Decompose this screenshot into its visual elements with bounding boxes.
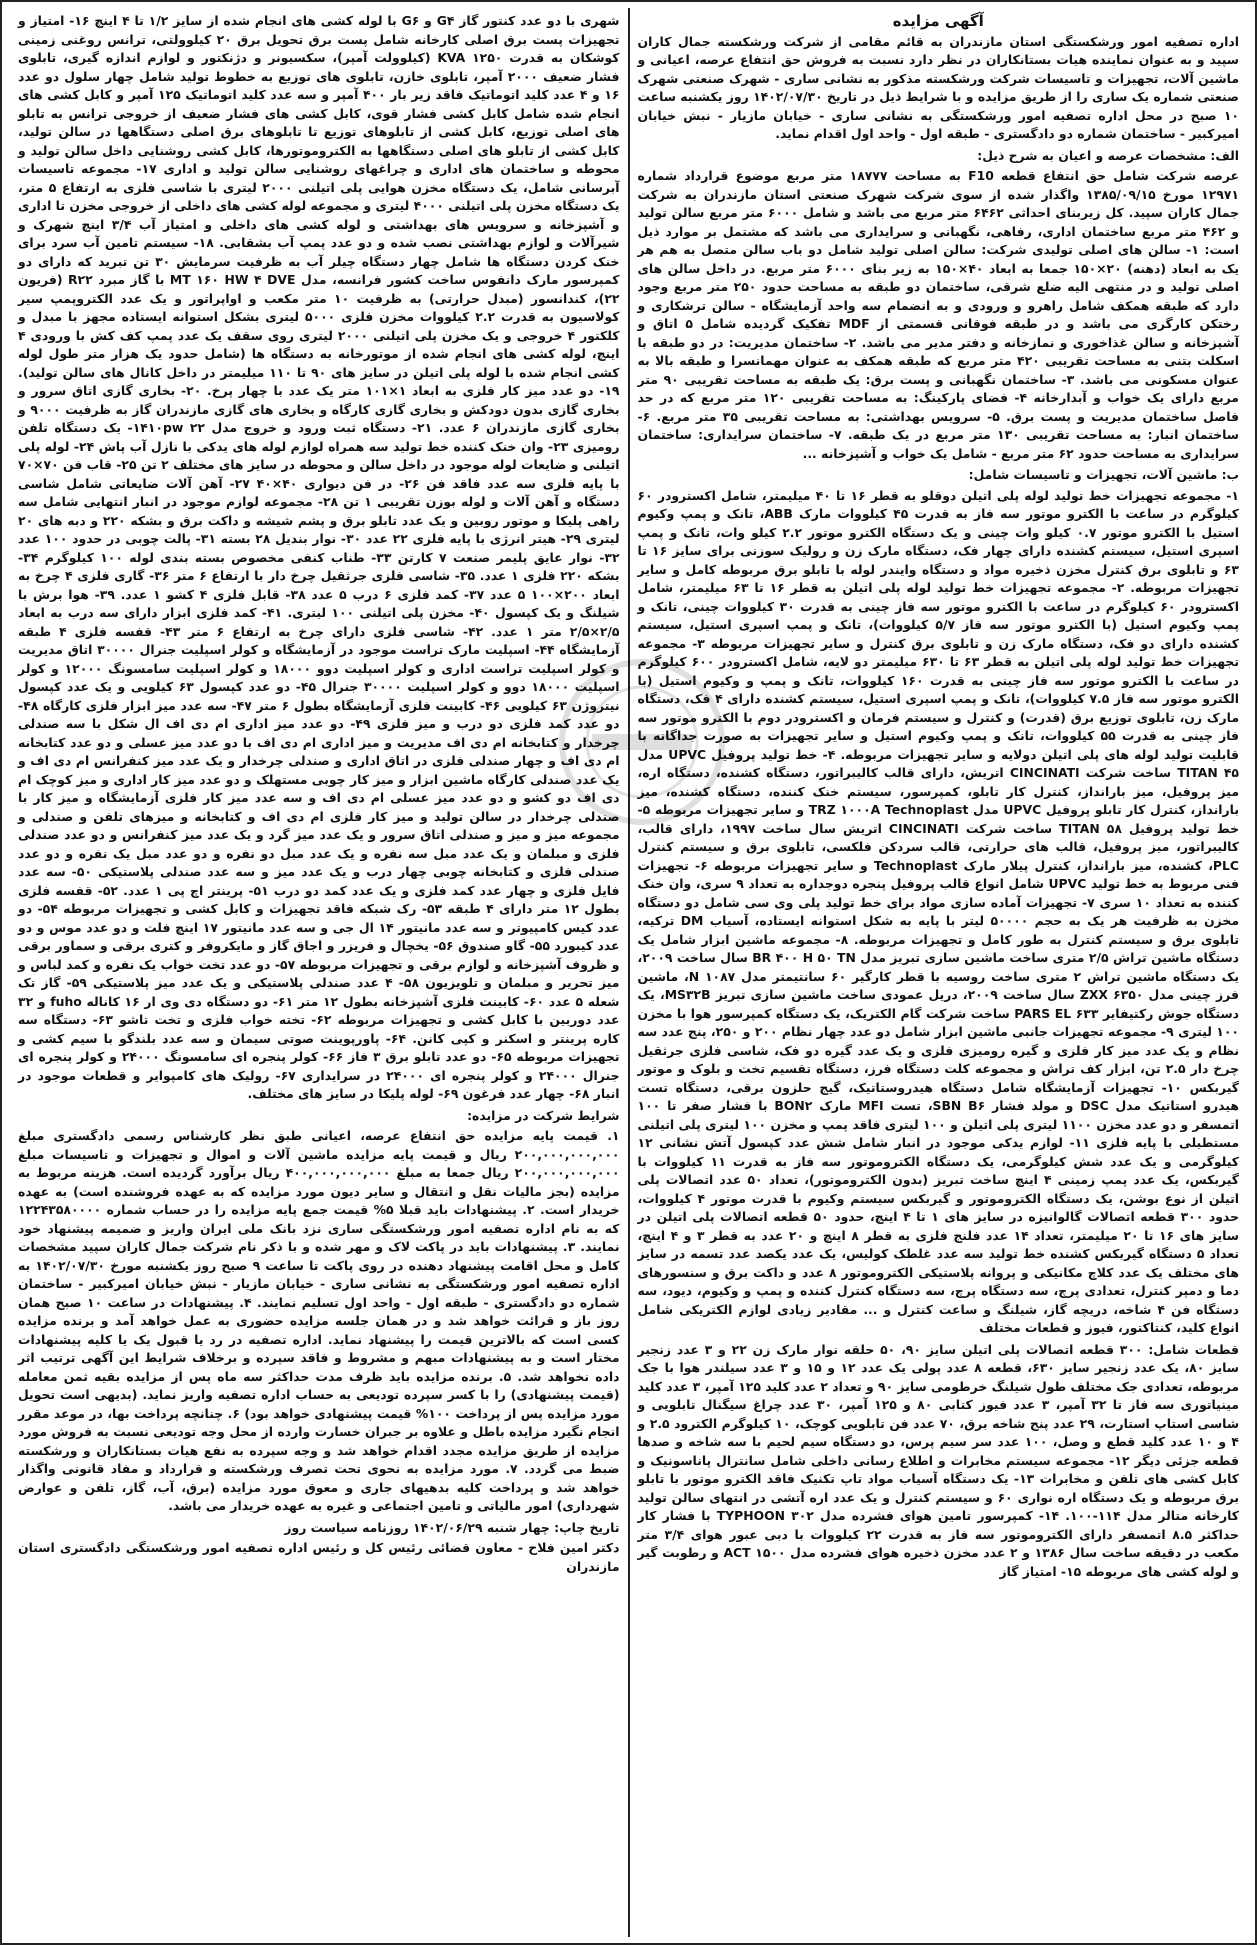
section-a-title: الف: مشخصات عرصه و اعیان به شرح ذیل: (977, 147, 1239, 163)
section-b-text-cont: قطعات شامل: ۳۰۰ قطعه اتصالات پلی اتیلن سایز ۹۰، ۵۰ حلقه نوار مارک زن ۲۲ و ۳ عدد زنجیر سایز ۸۰، یک عدد زنجیر سایز ۶۳۰، قطعه ۸ عدد پولی یک عدد ۱۲ و ۱۵ و ۳ عدد سیلندر هوا با جک مربوطه، تعدادی جک مختلف طول شیلنگ خرطومی سایز ۹۰ و تعداد ۲ عدد کلید ۱۲۵ آمپر، ۳ عدد کلید مینیاتوری سه فاز تا ۳۲ آمپر، ۳ عدد فیوز کتابی ۸۰ و ۱۲۵ آمپر، ۳۰ عدد چراغ سیگنال تابلویی و شاسی استاپ استارت، ۲۹ عدد پنج شاخه برق، ۷۰ عدد فن تابلویی کوچک، ۱۰ کیلوگرم الکترود ۲.۵ و ۴ و ۱۰ عدد کلید قطع و وصل، ۱۰۰ عدد سر سیم پرس، دو دستگاه سیم لحیم با سه شاخه و صدها قطعه جزئی دیگر ۱۲- مجموعه سیستم مخابرات و اطلاع رسانی داخلی شامل سانترال پاناسونیک و کابل کشی های تلفن و مخابرات ۱۳- یک دستگاه آسیاب مواد تاپ تکنیک فاقد الکترو موتور با تابلو برق مربوطه و یک دستگاه اره نواری ۶۰ و سیستم کنترل و یک عدد اره آتشی در انتهای سالن تولید کارخانه متالر مدل ۱۱۴-۱۰۰. ۱۴- کمپرسور تامین هوای فشرده مدل ۳۰۲ TYPHOON با فشار کار حداکثر ۸.۵ اتمسفر دارای الکتروموتور سه فاز به قدرت ۲۲ کیلووات با دبی عبور هوای ۳/۴ متر مکعب در دقیقه ساخت سال ۱۳۸۶ و ۲ عدد مخزن ذخیره هوای فشرده مدل ۱۵۰۰ ACT و رطوبت گیر و لوله کشی های مربوطه ۱۵- امتیاز گاز (637, 1341, 1240, 1579)
signature: دکتر امین فلاح - معاون قضائی رئیس کل و رئیس اداره تصفیه امور ورشکستگی دادگستری استان مازندران (18, 1540, 620, 1574)
left-column (10, 8, 628, 1937)
section-a-text: عرصه شرکت شامل حق انتفاع قطعه F10 به مساحت ۱۸۷۷۷ متر مربع موضوع قرارداد شماره ۱۲۹۷۱ مورخ ۱۳۸۵/۰۹/۱۵ واگذار شده از سوی شرکت شهرک صنعتی استان مازندران به شرکت جمال کاران سپید. کل زیربنای احداثی ۶۴۶۲ متر مربع می باشد و شامل ۶۰۰۰ متر مربع سالن تولید و ۴۶۲ متر مربع ساختمان اداری، رفاهی، نگهبانی و سرایداری می باشد که مشتمل بر موارد ذیل است: ۱- سالن های اصلی تولیدی شرکت: سالن اصلی تولید شامل دو باب سالن متصل به هم هر یک به ابعاد (دهنه) ۲۰×۱۵۰ جمعا به ابعاد ۴۰×۱۵۰ به زیر بنای ۶۰۰۰ متر مربع. در داخل سالن های اصلی تولید و در منتهی الیه ضلع شرقی، ساختمان دو طبقه به مساحت حدود ۲۵۰ متر مربع وجود دارد که طبقه همکف شامل راهرو و ورودی و به انضمام سه واحد آزمایشگاه - سالن ترشکاری و رختکن کارگری می باشد و در طبقه فوقانی قسمتی از MDF تفکیک گردیده شامل ۵ اتاق و آشپزخانه و سالن غذاخوری و نمازخانه و دفتر مدیر می باشد. ۲- ساختمان مدیریت: در دو طبقه با اسکلت بتنی به مساحت تقریبی ۴۲۰ متر مربع که طبقه همکف به عنوان مهمانسرا و طبقه بالا به عنوان مسکونی می باشد. ۳- ساختمان نگهبانی و پست برق: یک طبقه به مساحت تقریبی ۹۰ متر مربع دارای یک خواب و آبدارخانه ۴- فضای پارکینگ: به مساحت تقریبی ۱۲۰ متر مربع که در حد فاصل ساختمان مدیریت و پست برق. ۵- سرویس بهداشتی: به مساحت تقریبی ۳۵ متر مربع. ۶- ساختمان انبار: به مساحت تقریبی ۱۳۰ متر مربع در یک طبقه. ۷- ساختمان سرایداری: ساختمان سرایداری به مساحت حدود ۶۲ متر مربع - شامل یک خواب و آشپزخانه ... (637, 168, 1240, 461)
print-date: تاریخ چاپ: چهار شنبه ۱۴۰۲/۰۶/۲۹ روزنامه سیاست روز (284, 1519, 620, 1535)
columns (10, 8, 1247, 1937)
left-column-text: شهری با دو عدد کنتور گاز G۴ و G۶ با لوله کشی های انجام شده از سایز ۱/۲ تا ۴ اینچ ۱۶- امتیاز و تجهیزات پست برق اصلی کارخانه شامل پست برق تحویل برق ۲۰ کیلوولتی، ترانس روغنی زمینی کوشکان به قدرت ۱۲۵۰ KVA (کیلوولت آمپر)، سکسیونر و دژنکتور و لوازم اندازه گیری، تابلوی فشار ضعیف ۲۰۰۰ آمپر، تابلوی خازن، تابلوی های توزیع به خطوط تولید شامل چهار سلول دو عدد ۱۶ و ۴ عدد کلید اتوماتیک فاقد زیر بار ۴۰۰ آمپر و سه عدد کلید اتوماتیک ۱۲۵ آمپر و کابل کشی های انجام شده شامل کابل کشی فشار قوی، کابل کشی های فشار ضعیف از خروجی ترانس به تابلو های اصلی توزیع، کابل کشی از تابلوهای توزیع تا تابلوهای برق اصلی دستگاهها در سالن تولید، کابل کشی از تابلو های اصلی دستگاهها به الکتروموتورها، کابل کشی روشنایی داخل سالن تولید و محوطه و ساختمان های اداری و چراغهای روشنایی سالن تولید و اداری ۱۷- مجموعه تاسیسات آبرسانی شامل، یک دستگاه مخزن هوایی پلی اتیلنی ۲۰۰۰ لیتری با شاسی فلزی به ارتفاع ۵ متر، یک دستگاه مخزن پلی اتیلنی ۴۰۰۰ لیتری و مجموعه لوله کشی های داخلی از خروجی مخزن تا اداری و آشپزخانه و سرویس های بهداشتی و لوله کشی های داخلی و امتیاز آب ۳/۴ اینچ شهرک و شیرآلات و لوازم بهداشتی نصب شده و دو عدد پمپ آب بشقابی. ۱۸- سیستم تامین آب سرد برای خنک کردن دستگاه ها شامل چهار دستگاه چیلر آب به ظرفیت سرمایش ۳۰ تن تبرید که دارای دو کمپرسور مارک دانفوس ساخت کشور فرانسه، مدل MT ۱۶۰ HW ۴ DVE با گاز مبرد R۲۲ (فریون ۲۲)، کندانسور (مبدل حرارتی) به ظرفیت ۱۰ متر مکعب و اواپراتور و یک عدد الکتروپمپ سیر کولاسیون به قدرت ۲.۲ کیلووات مخزن فلزی ۵۰۰۰ لیتری بشکل استوانه ایستاده مجهز با مبدل و کلکتور ۴ خروجی و یک مخزن پلی اتیلنی ۲۰۰۰ لیتری روی سقف یک عدد پمپ کف کش با ورودی ۴ اینچ، لوله کشی های انجام شده از موتورخانه به دستگاه ها (شامل حدود یک هزار متر طول لوله کشی انجام شده با لوله پلی اتیلن در سایز های ۹۰ تا ۱۱۰ میلیمتر در داخل کانال های سالن تولید). ۱۹- دو عدد میز کار فلزی به ابعاد ۱×۱۰۱ متر یک عدد با چهار پرخ. ۲۰- بخاری گازی اتاق سرور و بخاری گازی بدون دودکش و بخاری گازی کارگاه و بخاری های گازی مازندران گاز به ظرفیت ۹۰۰۰ و بخاری گازی مازندران ۶ عدد. ۲۱- دستگاه ثبت ورود و خروج مدل ۱۴۱۰pw ۲۲- یک دستگاه تلفن رومیزی ۲۳- وان خنک کننده خط تولید سه همراه لوازم لوله های یدکی با نازل آب پاش ۲۴- لوله پلی اتیلنی و ضایعات لوله موجود در داخل سالن و محوطه در سایز های مختلف ۲ تن ۲۵- قاب فن ۷۰×۷۰ با پایه فلزی سه عدد فاقد فن ۲۶- در فن دیواری ۴۰×۴۰ ۲۷- آهن آلات ضایعاتی شامل شاسی دستگاه و آهن آلات و لوله بوزن تقریبی ۱ تن ۲۸- مجموعه لوازم موجود در انبار انتهایی شامل سه راهی پلیکا و موتور روبین و یک عدد تابلو برق و پشم شیشه و داکت برق و بشکه ۲۲۰ و دبه های ۲۰ لیتری ۲۹- هیتر انرژی با پایه فلزی ۲۲ عدد ۳۰- نوار بندیل ۲۸ بسته ۳۱- پالت چوبی در حدود ۱۰۰ عدد ۳۲- نوار عایق پلیمر صنعت ۷ کارتن ۳۳- طناب کنفی مخصوص بسته بندی لوله ۱۰۰ کیلوگرم ۳۴- بشکه ۲۲۰ فلزی ۱ عدد. ۳۵- شاسی فلزی جرثقیل چرخ دار با ارتفاع ۶ متر ۳۶- گاری فلزی ۴ چرخ به ابعاد ۲۰۰×۱۰۰ ۵ عدد ۳۷- کمد فلزی ۶ درب ۵ عدد ۳۸- قابل فلزی ۴ کشو ۱ عدد. ۳۹- هوا برش با شیلنگ و یک کپسول ۴۰- مخزن پلی اتیلنی ۱۰۰ لیتری. ۴۱- کمد فلزی ابزار دارای سه درب به ابعاد ۲/۵×۲/۵ متر ۱ عدد. ۴۲- شاسی فلزی دارای چرخ به ارتفاع ۶ متر ۴۳- قفسه فلزی ۴ طبقه آزمایشگاه ۴۴- اسپلیت مارک تراست موجود در آزمایشگاه و کولر اسپلیت جنرال ۳۰۰۰۰ اتاق مدیریت و کولر اسپلیت تراست اداری و کولر اسپلیت دوو ۱۸۰۰۰ و کولر اسپلیت سامسونگ ۱۲۰۰۰ و کولر اسپلیت ۱۸۰۰۰ دوو و کولر اسپلیت ۳۰۰۰۰ جنرال ۴۵- دو عدد کپسول ۶۳ کیلویی و یک عدد کپسول نیتروژن ۶۳ کیلویی ۴۶- کابینت فلزی آزمایشگاه بطول ۶ متر ۴۷- سه عدد میز ابزار فلزی کارگاه ۴۸- دو عدد کمد فلزی دو درب و میز فلزی ۴۹- دو عدد میز اداری ام دی اف ال شکل با سه صندلی چرخدار و کتابخانه ام دی اف مدیریت و میز اداری ام دی اف با دو عدد میز عسلی و دو عدد کتابخانه ام دی اف و چهار صندلی فلزی در اتاق اداری و صندلی چرخدار و یک عدد میز کنفرانس ام دی اف و یک عدد صندلی کارگاه ماشین ابزار و میز کار چوبی مستهلک و دو عدد میز کار اداری و میز کوچک ام دی اف دو کشو و دو عدد میز عسلی ام دی اف و سه عدد میز کار فلزی آزمایشگاه و میز کار با صندلی چرخدار در سالن تولید و میز کار فلزی ام دی اف و کتابخانه و میزهای تلفن و صندلی و مجموعه میز و میز و صندلی اتاق سرور و یک عدد میز گرد و یک عدد میز کنفرانس و دو عدد صندلی فلزی و مبلمان و یک عدد مبل سه نفره و یک عدد مبل دو نفره و دو عدد مبل یک نفره و دو عدد صندلی فلزی و کتابخانه چوبی چهار درب و یک عدد میز و سه عدد صندلی پلاستیکی ۵۰- سه عدد فایل فلزی و چهار عدد کمد فلزی و یک عدد کمد دو درب ۵۱- پرینتر اچ پی ۱ عدد. ۵۲- قفسه فلزی بطول ۱۲ متر دارای ۴ طبقه ۵۳- رک شبکه فاقد تجهیزات و کابل کشی و تجهیزات مربوطه ۵۴- دو عدد کیس کامپیوتر و سه عدد مانیتور ۱۴ ال جی و سه عدد مانیتور ۱۷ اینچ فلت و دو عدد موس و دو عدد کیبورد ۵۵- گاو صندوق ۵۶- یخچال و فریزر و اجاق گاز و مایکروفر و کتری برقی و سماور برقی و ظروف آشپزخانه و لوازم برقی و تجهیزات مربوطه ۵۷- دو عدد تخت خواب یک نفره و کمد لباس و میز تحریر و مبلمان و تلویزیون ۵۸- ۴ عدد صندلی پلاستیکی و یک عدد میز پلاستیکی ۵۹- گاز تک شعله ۵ عدد ۶۰- کابینت فلزی آشپزخانه بطول ۱۲ متر ۶۱- دو دستگاه دی وی ار ۱۶ کاناله fuho و ۳۲ عدد دوربین با کابل کشی و تجهیزات مربوطه ۶۲- تخته خواب فلزی و تخت تاشو ۶۳- دستگاه سه کاره پرینتر و اسکنر و کپی کانن. ۶۴- پاورپوینت صوتی سیمان و سه عدد بلندگو با سیم کشی و تجهیزات مربوطه ۶۵- دو عدد تابلو برق ۳ فاز ۶۶- کولر پنجره ای سامسونگ ۲۴۰۰۰ و کولر پنجره ای جنرال ۲۴۰۰۰ و کولر پنجره ای ۲۴۰۰۰ در سرایداری ۶۷- رولیک های کامپوایر و قطعات موجود در انبار ۶۸- چهار عدد فرغون ۶۹- لوله پلیکا در سایز های مختلف. (18, 13, 620, 1101)
section-b-title: ب: ماشین آلات، تجهیزات و تاسیسات شامل: (968, 467, 1239, 482)
section-b-text: ۱- مجموعه تجهیزات خط تولید لوله پلی اتیلن دوقلو به قطر ۱۶ تا ۴۰ میلیمتر، شامل اکسترودر ۶۰ کیلوگرم در ساعت با الکترو موتور سه فاز به قدرت ۴۵ کیلووات مارک ABB، تانک و پمپ وکیوم استیل با الکترو موتور ۰.۷ کیلو وات چینی و یک دستگاه الکترو موتور ۲.۲ کیلو وات، تانک و پمپ اسپری استیل، سیستم کشنده دارای چهار فک، دستگاه مارک زن و رولیک سوزنی برای سایز ۱۶ تا ۶۳ و تابلوی برق کنترل مخزن ذخیره مواد و دستگاه وایندر لوله با تابلو برق مربوطه کامل و سایر تجهیزات مربوطه. ۲- مجموعه تجهیزات خط تولید لوله پلی اتیلن به قطر ۱۶ تا ۶۳ میلیمتر، شامل اکسترودر ۶۰ کیلوگرم در ساعت با الکترو موتور سه فاز چینی به قدرت ۳۰ کیلووات چینی، تانک و پمپ وکیوم استیل (با الکترو موتور سه فاز ۵/۷ کیلووات)، تانک و پمپ اسپری استیل، سیستم کشنده دارای دو فک، دستگاه مارک زن و تابلوی برق کنترل و سایر تجهیزات مربوطه ۳- مجموعه تجهیزات خط تولید لوله پلی اتیلن به قطر ۶۳ تا ۶۳۰ میلیمتر دو لایه، شامل اکسترودر ۶۰۰ کیلوگرم در ساعت با الکترو موتور سه فاز چینی به قدرت ۱۶۰ کیلووات، تانک و پمپ و وکیوم استیل (با الکترو موتور سه فاز ۷.۵ کیلووات)، تانک و پمپ اسپری استیل، سیستم کشنده دارای ۴ فک، دستگاه مارک زن، تابلوی توزیع برق (قدرت) و کنترل و سیستم فرمان و اکسترودر دوم با الکترو موتور سه فاز چینی به قدرت ۵۵ کیلووات، تانک و پمپ وکیوم استیل و سایر تجهیزات به صورت جداگانه با قابلیت تولید لوله های پلی اتیلن دولایه و سایر تجهیزات مربوطه. ۴- خط تولید پروفیل UPVC مدل ۴۵ TITAN ساخت شرکت CINCINATI اتریش، دارای قالب کالیبراتور، دستگاه کشنده، دستگاه اره، میز پروفیل، میز بارانداز، کنترل کار تابلو، کمپرسور، سیستم خنک کننده، دستگاه کشنده، میز بارانداز، کنترل کار تابلو پروفیل UPVC مدل TRZ ۱۰۰۰A Technoplast و سایر تجهیزات مربوطه ۵- خط تولید پروفیل TITAN ۵۸ ساخت شرکت CINCINATI اتریش سال ساخت ۱۹۹۷، دارای قالب، کالیبراتور، میز پروفیل، قالب های حرارتی، قالب سردکن فلکسی، تابلوی برق و سیستم کنترل PLC، کشنده، میز بارانداز، کنترل پیلار مارک Technoplast و سایر تجهیزات مربوطه ۶- تجهیزات فنی مربوط به خط تولید UPVC شامل انواع قالب پروفیل پنجره دوجداره به تعداد ۹ سری، وان خنک کننده به تعداد ۱۰ سری ۷- تجهیزات آماده سازی مواد برای خط تولید پلی وی سی شامل دو دستگاه مخزن به ظرفیت هر یک به حجم ۵۰۰۰۰ لیتر با پایه به شکل استوانه ایستاده، آسیاب DM ترکیه، تابلوی برق و سیستم کنترل به طور کامل و تجهیزات مربوطه. ۸- مجموعه ماشین ابزار شامل یک دستگاه ماشین تراش ۲/۵ متری ساخت ماشین سازی تبریز مدل BR ۴۰۰ H ۵۰ TN سال ساخت ۲۰۰۹، یک دستگاه ماشین تراش ۲ متری ساخت روسیه با قطر کارگیر ۶۰ سانتیمتر مدل N ۱۰۸۷، ماشین فرز چینی مدل ۶۳۵۰ ZXX سال ساخت ۲۰۰۹، دریل عمودی ساخت ماشین سازی تبریز MS۳۲B، یک دستگاه جوش رکتیفایر ۶۳۳ PARS EL ساخت شرکت گام الکتریک، یک دستگاه کمپرسور هوا با مخزن ۱۰۰ لیتری ۹- مجموعه تجهیزات جانبی ماشین ابزار شامل دو عدد چهار نظام ۲۰۰ و ۲۵۰، پنج عدد سه نظام و یک عدد میز کار فلزی و گیره رومیزی فلزی و یک عدد گیره دو فک، شاسی فلزی جرثقیل چرخ دار ۲.۵ تن، ابزار کف تراش و مجموعه کلت دستگاه فرز، دستگاه تقسیم تخت و بلوک و موتور گیربکس ۱۰- تجهیزات آزمایشگاه شامل دستگاه هیدروستاتیک، گیج حلزون برقی، دستگاه تست هیدرو استاتیک مدل DSC و مولد فشار SBN B۶، تست MFI مارک BON۲ با فشار صفر تا ۱۰۰ اتمسفر و دو عدد مخزن ۱۱۰۰ لیتری پلی اتیلن و ۱۰۰ لیتری فاقد پمپ و مخزن ۱۰۰ لیتری پلی اتیلنی مستطیلی با پایه فلزی ۱۱- لوازم یدکی موجود در انبار شامل شش عدد کپسول آتش نشانی ۱۲ کیلوگرمی و یک عدد شش کیلوگرمی، یک دستگاه الکتروموتور سه فاز به قدرت ۱۱ کیلووات با گیربکس، یک عدد پمپ زمینی ۴ اینچ ساخت تبریز (بدون الکتروموتور)، تعداد ۵۰ عدد اتصالات پلی اتیلن از نوع بوشن، یک دستگاه الکتروموتور و گیربکس سیستم وکیوم با قدرت موتور ۴ کیلووات، حدود ۳۰۰ قطعه اتصالات گالوانیزه در سایز های ۱ تا ۴ اینچ، حدود ۵۰ قطعه اتصالات پلی اتیلن در سایز های ۱۶ تا ۲۰ میلیمتر، تعداد ۱۴ عدد فلنج فلزی به قطر ۸ اینچ و ۲۰ عدد به قطر ۳ و ۴ اینچ، تعداد ۵ دستگاه گیربکس کشنده خط تولید سه عدد غلطک کولیس، یک عدد یکصد عدد تسمه در سایز های مختلف یک عدد کلاچ مکانیکی و پروانه پلاستیکی الکتروموتور ۸ عدد و داکت برق و سنسورهای دما و دمپر کنترل، تعدادی پرچ، سه دستگاه پرچ، سه دستگاه کنترل کننده و پمپ و وکیوم، دیود، سه دستگاه فن ۴ شاخه، دریچه گاز، شیلنگ و ساعت کنترل و ... مقادیر زیادی لوازم الکتریکی شامل انواع کلید، کنتاکتور، فیوز و قطعات مختلف (637, 487, 1240, 1335)
notice-title: آگهی مزایده (892, 12, 984, 30)
right-column (628, 8, 1248, 1937)
conditions-title: شرایط شرکت در مزایده: (467, 1107, 620, 1123)
notice-intro: اداره تصفیه امور ورشکستگی استان مازندران به قائم مقامی از شرکت ورشکسته جمال کاران سپید و به عنوان نماینده هیات بستانکاران در نظر دارد نسبت به فروش حق انتفاع عرصه، اعیانی و ماشین آلات، تجهیزات و تاسیسات شرکت ورشکسته مذکور به نشانی ساری - شهرک صنعتی شهرک صنعتی شماره یک ساری را از طریق مزایده و با شرایط ذیل در تاریخ ۱۴۰۲/۰۷/۳۰ روز یکشنبه ساعت ۱۰ صبح در محل اداره تصفیه امور ورشکستگی به نشانی ساری - خیابان مازیار - نبش خیابان امیرکبیر - ساختمان شماره دو دادگستری - طبقه اول - واحد اول اقدام نماید. (637, 33, 1239, 141)
conditions-text: ۱. قیمت پایه مزایده حق انتفاع عرصه، اعیانی طبق نظر کارشناس رسمی دادگستری مبلغ ۲۰۰,۰۰۰,۰۰۰,۰۰۰ ریال و قیمت پایه مزایده ماشین آلات و اموال و تجهیزات و تاسیسات مبلغ ۲۰۰,۰۰۰,۰۰۰,۰۰۰ ریال جمعا به مبلغ ۴۰۰,۰۰۰,۰۰۰,۰۰۰ ریال برآورد گردیده است. هزینه مربوط به مزایده (بجز مالیات نقل و انتقال و سایر دیون مورد مزایده که به عهده فروشنده است) به عهده خریدار است. ۲. پیشنهادات باید قبلا ۵% قیمت جمع پایه مزایده را در حساب شماره ۱۲۲۴۳۵۸۰۰۰۰ که به نام اداره تصفیه امور ورشکستگی ساری نزد بانک ملی ایران واریز و ضمیمه پیشنهاد خود نمایند. ۳. پیشنهادات باید در پاکت لاک و مهر شده و با ذکر نام شرکت جمال کاران سپید مشخصات کامل و محل اقامت پیشنهاد دهنده در روی پاکت تا ساعت ۹ صبح روز یکشنبه مورخ ۱۴۰۲/۰۷/۳۰ به اداره تصفیه امور ورشکستگی به نشانی ساری - خیابان مازیار - نبش خیابان امیرکبیر - ساختمان شماره دو دادگستری - طبقه اول - واحد اول تسلیم نمایند. ۴. پیشنهادات در ساعت ۱۰ صبح همان روز باز و قرائت خواهد شد و در همان جلسه مزایده حضوری به عمل خواهد آمد و برنده مزایده کسی است که بالاترین قیمت را پیشنهاد نماید. اداره تصفیه در رد یا قبول یک یا کلیه پیشنهادات مختار است و به پیشنهادات مبهم و مشروط و فاقد سپرده و برخلاف شرایط این آگهی ترتیب اثر داده نخواهد شد. ۵. برنده مزایده باید ظرف مدت حداکثر سه ماه پس از مزایده بقیه ثمن معامله (قیمت پیشنهادی) را با کسر سپرده تودیعی به حساب اداره تصفیه واریز نماید. (بدیهی است تحویل مورد مزایده پس از پرداخت ۱۰۰% قیمت پیشنهادی خواهد بود) ۶. چنانچه پرداخت بها، در موعد مقرر انجام نگیرد مزایده باطل و علاوه بر جبران خسارت وارده از محل وجه تودیعی نسبت به فروش مورد مزایده از طریق مزایده مجدد اقدام خواهد شد و وجه سپرده به نفع هیات بستانکاران و ورشکسته ضبط می گردد. ۷. مورد مزایده به نحوی تحت تصرف ورشکسته و قرارداد و مفاد قانونی واگذار خواهد شد و پرداخت کلیه بدهیهای جاری و معوق مورد مزایده (برق، آب، گاز، تلفن و عوارض شهرداری) امور مالیاتی و تامین اجتماعی و غیره به عهده خریدار می باشد. (18, 1128, 620, 1513)
